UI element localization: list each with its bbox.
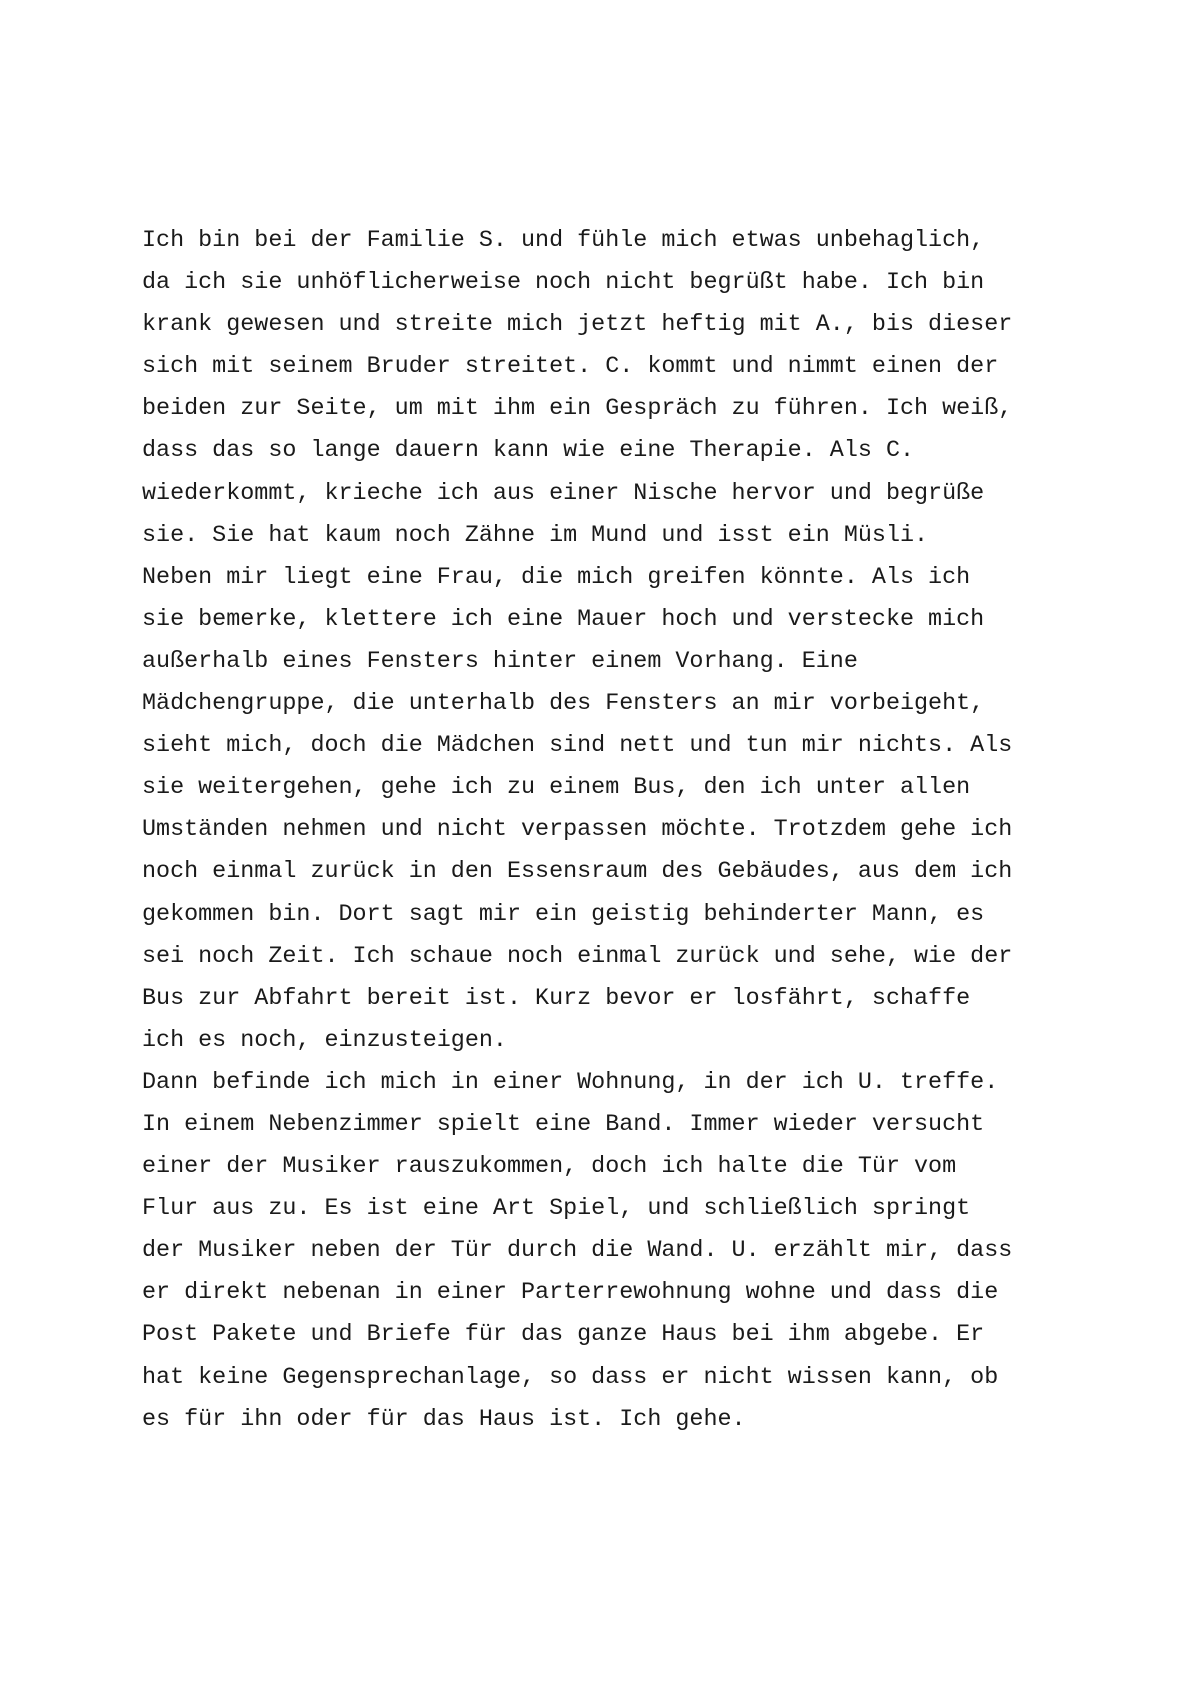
text-line: wiederkommt, krieche ich aus einer Nische hervor und begrüße [142,480,985,507]
text-line: gekommen bin. Dort sagt mir ein geistig behinderter Mann, es [142,901,985,928]
body-text [142,220,1062,1441]
text-line: Flur aus zu. Es ist eine Art Spiel, und schließlich springt [142,1196,971,1223]
text-line: krank gewesen und streite mich jetzt heftig mit A., bis dieser [142,312,1013,339]
text-line: Dann befinde ich mich in einer Wohnung, in der ich U. treffe. [142,1069,999,1096]
text-line: außerhalb eines Fensters hinter einem Vorhang. Eine [142,648,858,675]
text-line: sei noch Zeit. Ich schaue noch einmal zurück und sehe, wie der [142,943,1013,970]
text-line: Neben mir liegt eine Frau, die mich greifen könnte. Als ich [142,564,971,591]
text-line: sie weitergehen, gehe ich zu einem Bus, den ich unter allen [142,775,971,802]
text-line: sich mit seinem Bruder streitet. C. kommt und nimmt einen der [142,354,999,381]
text-line: Mädchengruppe, die unterhalb des Fensters an mir vorbeigeht, [142,691,985,718]
text-line: sie bemerke, klettere ich eine Mauer hoch und verstecke mich [142,606,985,633]
text-line: er direkt nebenan in einer Parterrewohnung wohne und dass die [142,1280,999,1307]
text-line: Ich bin bei der Familie S. und fühle mich etwas unbehaglich, [142,228,985,254]
text-line: noch einmal zurück in den Essensraum des Gebäudes, aus dem ich [142,859,1013,886]
text-line: einer der Musiker rauszukommen, doch ich halte die Tür vom [142,1154,957,1181]
text-line: ich es noch, einzusteigen. [142,1027,507,1054]
text-line: da ich sie unhöflicherweise noch nicht begrüßt habe. Ich bin [142,270,985,297]
text-line: dass das so lange dauern kann wie eine Therapie. Als C. [142,438,915,465]
text-line: es für ihn oder für das Haus ist. Ich gehe. [142,1406,746,1433]
text-line: beiden zur Seite, um mit ihm ein Gespräch zu führen. Ich weiß, [142,396,1013,423]
text-line: sieht mich, doch die Mädchen sind nett und tun mir nichts. Als [142,733,1013,760]
text-line: Umständen nehmen und nicht verpassen möchte. Trotzdem gehe ich [142,817,1013,844]
text-line: Post Pakete und Briefe für das ganze Haus bei ihm abgebe. Er [142,1322,985,1349]
text-line: In einem Nebenzimmer spielt eine Band. Immer wieder versucht [142,1111,985,1138]
text-line: Bus zur Abfahrt bereit ist. Kurz bevor er losfährt, schaffe [142,985,971,1012]
text-line: der Musiker neben der Tür durch die Wand. U. erzählt mir, dass [142,1238,1013,1265]
text-line: hat keine Gegensprechanlage, so dass er nicht wissen kann, ob [142,1364,999,1391]
text-line: sie. Sie hat kaum noch Zähne im Mund und isst ein Müsli. [142,522,929,549]
